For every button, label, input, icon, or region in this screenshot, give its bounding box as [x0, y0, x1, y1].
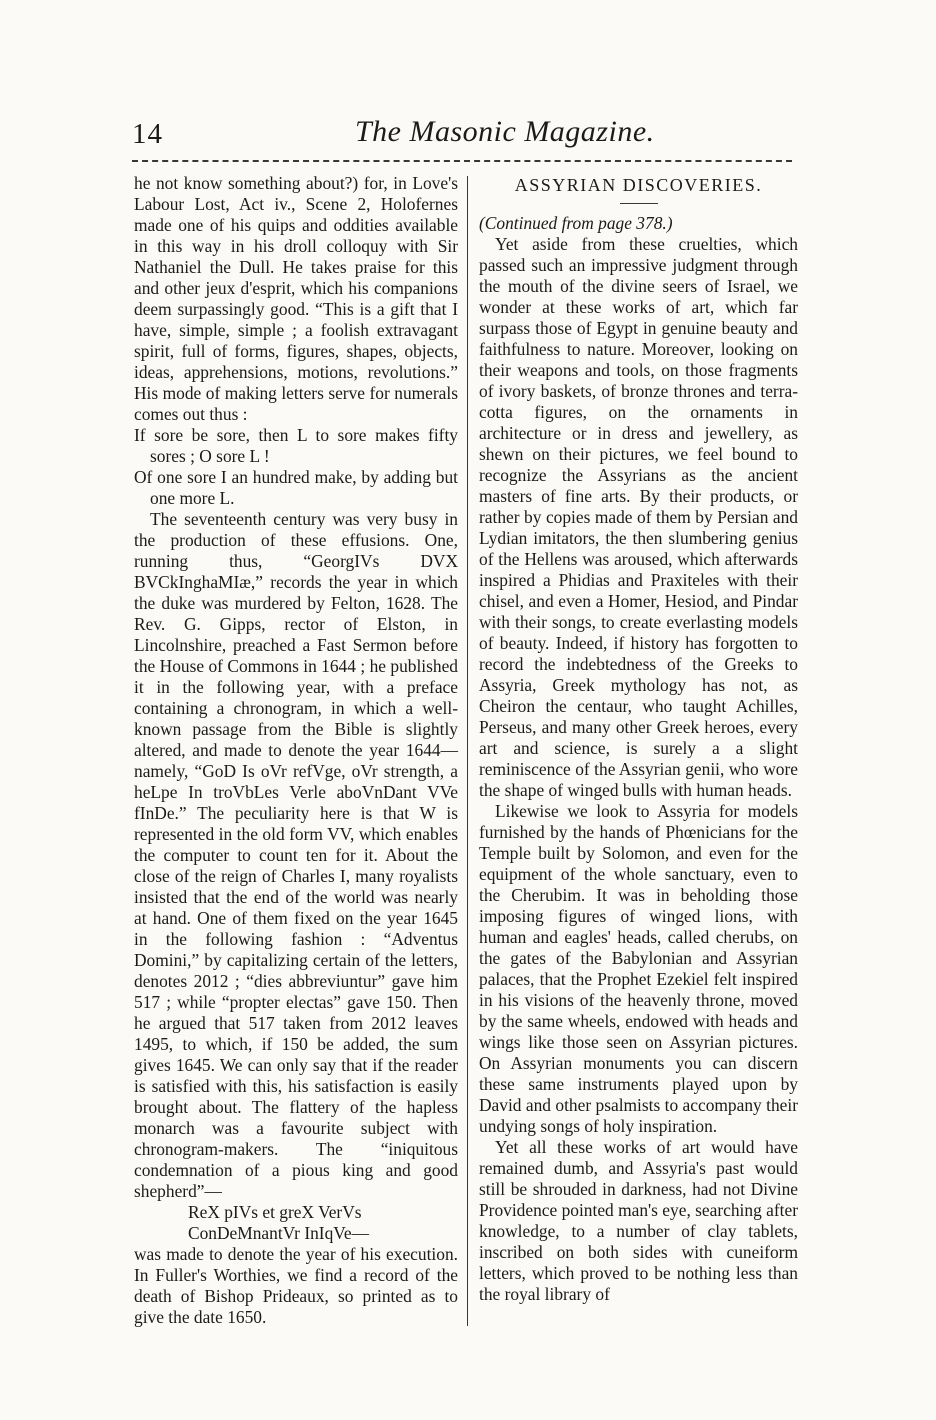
paragraph: Yet aside from these cruelties, which passed such an impressive judgment through the mouth of the divine seers of Israel, we wonder at these works of art, which far surpass those of Egypt in genuine beauty and faithfulness to nature. Moreover, looking on their weapons and tools, on those fragments of ivory baskets, of bronze thrones and terra-cotta figures, on the ornaments in architecture or in dress and jewellery, as shewn on their pictures, we feel bound to recognize the Assyrians as the ancient masters of fine arts. By their products, or rather by copies made of them by Persian and Lydian imitators, the then slumbering genius of the Hellens was aroused, which afterwards inspired a Phidias and Praxiteles with their chisel, and even a Homer, Hesiod, and Pindar with their songs, to create everlasting models of beauty. Indeed, if history has forgotten to record the indebtedness of the Greeks to Assyria, Greek mythology has not, as Cheiron the centaur, who taught Achilles, Perseus, and many other Greek heroes, every art and science, is surely a a slight reminiscence of the Assyrian genii, who wore the shape of winged bulls with human heads. [479, 234, 798, 800]
right-column [479, 173, 798, 1305]
page-number: 14 [132, 118, 163, 150]
chronogram-line: ReX pIVs et greX VerVs [188, 1202, 362, 1222]
paragraph: Yet all these works of art would have remained dumb, and Assyria's past would still be shrouded in darkness, had not Divine Providence pointed man's eye, searching after knowledge, to a number of clay tablets, inscribed on both sides with cuneiform letters, which proved to be nothing less than the royal library of [479, 1137, 798, 1304]
verse-line: If sore be sore, then L to sore makes fifty sores ; O sore L ! [134, 425, 458, 466]
chronogram-line: ConDeMnantVr InIqVe— [188, 1223, 370, 1243]
column-divider [467, 176, 468, 1326]
continued-note: (Continued from page 378.) [479, 213, 673, 233]
running-title: The Masonic Magazine. [355, 115, 655, 148]
header-rule [132, 160, 792, 162]
verse-line: Of one sore I an hundred make, by adding but one more L. [134, 467, 458, 508]
paragraph: he not know something about?) for, in Love's Labour Lost, Act iv., Scene 2, Holofernes made one of his quips and oddities available in this way in his droll colloquy with Sir Nathaniel the Dull. He takes praise for this and other jeux d'esprit, which his companions deem surpassingly good. “This is a gift that I have, simple, simple ; a foolish extravagant spirit, full of forms, figures, shapes, objects, ideas, apprehensions, motions, revolutions.” His mode of making letters serve for numerals comes out thus : [134, 173, 458, 424]
paragraph: was made to denote the year of his execution. In Fuller's Worthies, we find a record of the death of Bishop Prideaux, so printed as to give the date 1650. [134, 1244, 458, 1327]
paragraph: Likewise we look to Assyria for models furnished by the hands of Phœnicians for the Temple built by Solomon, and even for the equipment of the whole sanctuary, even to the Cherubim. It was in beholding those imposing figures of winged lions, with human and eagles' heads, called cherubs, on the gates of the Babylonian and Assyrian palaces, that the Prophet Ezekiel felt inspired in his visions of the heavenly throne, moved by the same wheels, endowed with heads and wings like those seen on Assyrian pictures. On Assyrian monuments you can discern these same instruments played upon by David and other psalmists to accompany their undying songs of holy inspiration. [479, 801, 798, 1136]
paragraph: The seventeenth century was very busy in the production of these effusions. One, running thus, “GeorgIVs DVX BVCkInghaMIæ,” records the year in which the duke was murdered by Felton, 1628. The Rev. G. Gipps, rector of Elston, in Lincolnshire, preached a Fast Sermon before the House of Commons in 1644 ; he published it in the following year, with a preface containing a chronogram, in which a well-known passage from the Bible is slightly altered, and made to denote the year 1644—namely, “GoD Is oVr refVge, oVr strength, a heLpe In troVbLes Verle aboVnDant VVe fInDe.” The peculiarity here is that W is represented in the old form VV, which enables the computer to count ten for it. About the close of the reign of Charles I, many royalists insisted that the end of the world was nearly at hand. One of them fixed on the year 1645 in the following fashion : “Adventus Domini,” by capitalizing certain of the letters, denotes 2012 ; “dies abbreviuntur” gave him 517 ; while “propter electas” gave 150. Then he argued that 517 taken from 2012 leaves 1495, to which, if 150 be added, the sum gives 1645. We can only say that if the reader is satisfied with this, his satisfaction is easily brought about. The flattery of the hapless monarch was a favourite subject with chronogram-makers. The “iniquitous condemnation of a pious king and good shepherd”— [134, 509, 458, 1201]
left-column [134, 173, 458, 1328]
title-rule [620, 203, 658, 204]
article-title: ASSYRIAN DISCOVERIES. [514, 175, 763, 195]
